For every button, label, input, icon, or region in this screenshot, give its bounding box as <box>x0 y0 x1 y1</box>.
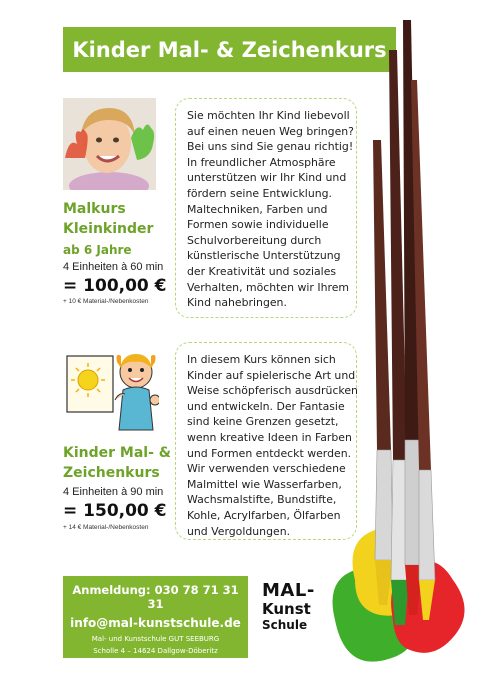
contact-phone[interactable]: Anmeldung: 030 78 71 31 31 <box>72 583 239 611</box>
course2-units: 4 Einheiten à 90 min <box>63 486 164 498</box>
desc-line: auf einen neuen Weg bringen? <box>187 124 354 138</box>
course1-name-line2: Kleinkinder <box>63 221 154 237</box>
desc-line: Weise schöpferisch ausdrücken <box>187 384 358 398</box>
course1-age: ab 6 Jahre <box>63 243 132 257</box>
desc-line: In freundlicher Atmosphäre <box>187 155 336 169</box>
desc-line: Kohle, Acrylfarben, Ölfarben <box>187 508 341 522</box>
contact-email[interactable]: info@mal-kunstschule.de <box>70 616 241 630</box>
logo-line2: Kunst <box>262 600 311 618</box>
desc-line: der Kreativität und soziales <box>187 264 337 278</box>
contact-box <box>63 576 248 658</box>
course2-name <box>63 443 171 483</box>
logo-line3: Schule <box>262 618 308 632</box>
desc-line: sind keine Grenzen gesetzt, <box>187 415 339 429</box>
desc-line: und entwickeln. Der Fantasie <box>187 399 345 413</box>
contact-address: Scholle 4 – 14624 Dallgow-Döberitz <box>93 647 218 655</box>
contact-school-name: Mal- und Kunstschule GUT SEEBURG <box>91 635 220 643</box>
page-title: Kinder Mal- & Zeichenkurs <box>63 27 396 72</box>
course2-name-line2: Zeichenkurs <box>63 465 160 481</box>
desc-line: Bei uns sind Sie genau richtig! <box>187 140 354 154</box>
desc-line: fördern seine Entwicklung. <box>187 186 332 200</box>
paint-brushes-illustration <box>315 20 479 678</box>
desc-line: Kind nahebringen. <box>187 296 287 310</box>
course1-price: = 100,00 € <box>63 276 167 296</box>
desc-line: Maltechniken, Farben und <box>187 202 328 216</box>
desc-line: Wir verwenden verschiedene <box>187 462 346 476</box>
desc-line: Schulvorbereitung durch <box>187 233 322 247</box>
desc-line: und Formen entdeckt werden. <box>187 446 352 460</box>
course2-name-line1: Kinder Mal- & <box>63 445 171 461</box>
course1-name-line1: Malkurs <box>63 201 126 217</box>
course2-price: = 150,00 € <box>63 501 167 521</box>
course1-extra-costs: + 10 € Material-/Nebenkosten <box>63 298 149 305</box>
course1-units: 4 Einheiten à 60 min <box>63 261 164 273</box>
desc-line: Formen sowie individuelle <box>187 218 329 232</box>
desc-line: Verhalten, möchten wir Ihrem <box>187 280 350 294</box>
desc-line: Sie möchten Ihr Kind liebevoll <box>187 109 350 122</box>
desc-line: Kinder auf spielerische Art und <box>187 368 356 382</box>
desc-line: wenn kreative Ideen in Farben <box>187 430 352 444</box>
desc-line: künstlerische Unterstützung <box>187 249 341 263</box>
desc-line: unterstützen wir Ihr Kind und <box>187 171 347 185</box>
desc-line: In diesem Kurs können sich <box>187 353 336 366</box>
course2-extra-costs: + 14 € Material-/Nebenkosten <box>63 524 149 531</box>
course1-name <box>63 199 153 239</box>
desc-line: Malmittel wie Wasserfarben, <box>187 477 342 491</box>
desc-line: und Vergoldungen. <box>187 524 291 538</box>
logo-line1: MAL- <box>262 580 315 601</box>
child-painted-hands-photo <box>63 98 156 190</box>
desc-line: Wachsmalstifte, Bundstifte, <box>187 493 337 507</box>
child-drawing-illustration <box>63 350 159 434</box>
school-logo <box>262 580 337 632</box>
